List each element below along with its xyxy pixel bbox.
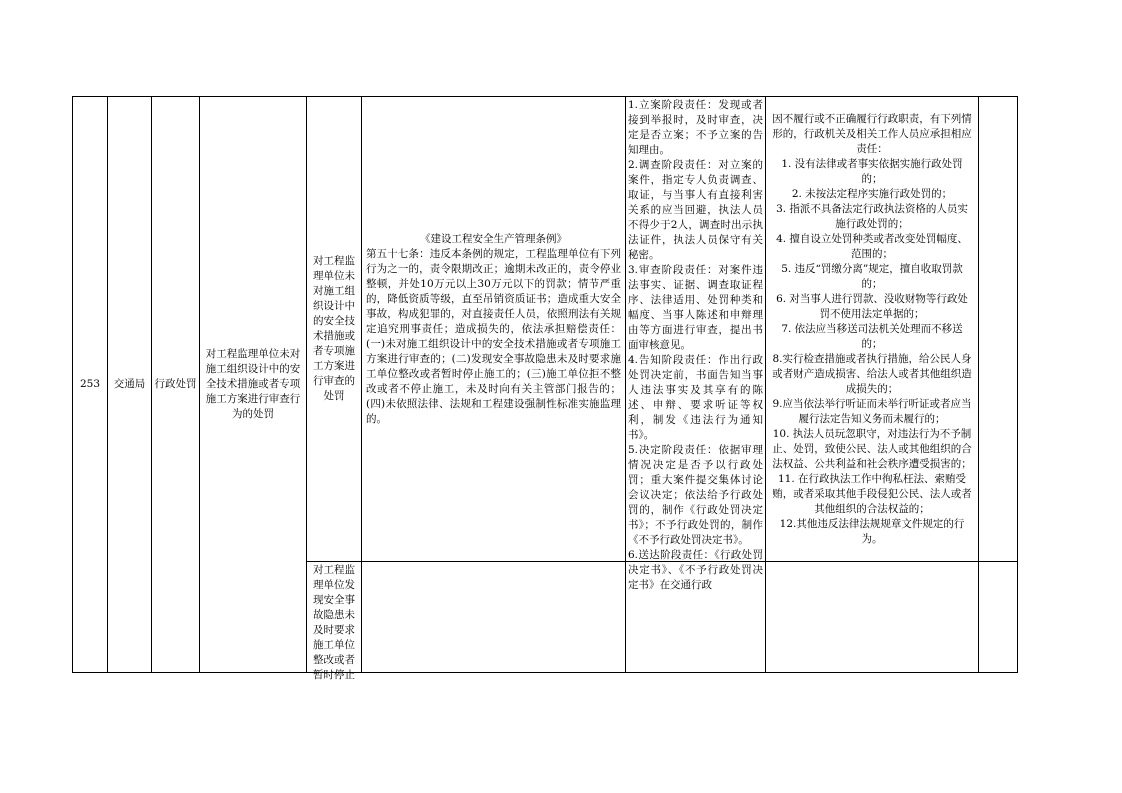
accountability-item: 10. 执法人员玩忽职守，对违法行为不予制止、处罚，致使公民、法人或其他组织的合法权益、公共利益和社会秩序遭受损害的；: [772, 427, 972, 470]
empty-cell: [766, 562, 979, 673]
sub-item-name: [307, 562, 362, 681]
responsibility-item: 2.调查阶段责任：对立案的案件，指定专人负责调查、取证，与当事人有直接利害关系的应当回避，执法人员不得少于2人，调查时出示执法证件，执法人员保守有关秘密。: [628, 159, 763, 261]
accountability-item: 2. 未按法定程序实施行政处罚的；: [791, 187, 953, 200]
responsibility-item: 5.决定阶段责任：依据审理情况决定是否予以行政处罚；重大案件提交集体讨论会议决定；依法给予行政处罚的，制作《行政处罚决定书》；不予行政处罚的，制作《不予行政处罚决定书》。: [628, 444, 763, 546]
legal-basis-text: 第五十七条：违反本条例的规定，工程监理单位有下列行为之一的，责令限期改正；逾期未改正的，责令停业整顿，并处10万元以上30万元以下的罚款；情节严重的，降低资质等级，直至吊销资质证书；造成重大安全事故，构成犯罪的，对直接责任人员，依照刑法有关规定追究刑事责任；造成损失的，依法承担赔偿责任：(一)未对施工组织设计中的安全技术措施或者专项施工方案进行审查的；(二)发现安全事故隐患未及时要求施工单位整改或者暂时停止施工的；(三)施工单位拒不整改或者不停止施工，未及时向有关主管部门报告的；(四)未依照法律、法规和工程建设强制性标准实施监理的。: [366, 247, 621, 425]
accountability-intro: 因不履行或不正确履行行政职责，有下列情形的，行政机关及相关工作人员应承担相应责任：: [772, 112, 972, 155]
accountability-item: 9.应当依法举行听证而未举行听证或者应当履行法定告知义务而未履行的；: [772, 397, 972, 425]
sub-item-2-text: 对工程监理单位发现安全事故隐患未及时要求施工单位整改或者暂时停止: [313, 564, 355, 681]
empty-cell: [362, 562, 626, 673]
row-number: 253: [73, 97, 108, 673]
accountability-item: 12.其他违反法律法规规章文件规定的行为。: [779, 517, 965, 545]
empty-cell: [979, 562, 1018, 673]
responsibility-item: 3.审查阶段责任：对案件违法事实、证据、调查取证程序、法律适用、处罚种类和幅度、当事人陈述和申辩理由等方面进行审查，提出书面审核意见。: [628, 264, 763, 351]
power-category: 行政处罚: [152, 97, 200, 673]
responsibility-list: [626, 97, 766, 591]
accountability-item: 4. 擅自设立处罚种类或者改变处罚幅度、范围的；: [776, 232, 968, 260]
remarks-cell: [979, 97, 1018, 562]
responsibility-item: 4.告知阶段责任：作出行政处罚决定前，书面告知当事人违法事实及其享有的陈述、申辩、要求听证等权利，制发《违法行为通知书》。: [628, 354, 763, 441]
accountability-item: 11. 在行政执法工作中徇私枉法、索贿受贿，或者采取其他手段侵犯公民、法人或者其他组织的合法权益的；: [772, 472, 972, 515]
accountability-item: 6. 对当事人进行罚款、没收财物等行政处罚不使用法定单据的；: [776, 292, 968, 320]
responsibility-item: 1.立案阶段责任：发现或者接到举报时，及时审查，决定是否立案；不予立案的告知理由。: [628, 99, 763, 156]
item-name: 对工程监理单位未对施工组织设计中的安全技术措施或者专项施工方案进行审查行为的处罚: [200, 97, 307, 673]
accountability-list: [766, 97, 979, 562]
legal-basis: [362, 97, 626, 562]
accountability-item: 1. 没有法律或者事实依据实施行政处罚的；: [781, 157, 963, 185]
responsibility-item: 6.送达阶段责任：《行政处罚决定书》、《不予行政处罚决定书》在交通行政: [628, 549, 763, 591]
accountability-item: 5. 违反“罚缴分离”规定，擅自收取罚款的；: [781, 262, 963, 290]
accountability-item: 7. 依法应当移送司法机关处理而不移送的；: [781, 322, 963, 350]
accountability-item: 3. 指派不具备法定行政执法资格的人员实施行政处罚的；: [776, 202, 968, 230]
accountability-item: 8.实行检查措施或者执行措施，给公民人身或者财产造成损害、给法人或者其他组织造成损失的；: [772, 352, 972, 395]
power-list-table: [72, 96, 1018, 681]
sub-item-name: 对工程监理单位未对施工组织设计中的安全技术措施或者专项施工方案进行审查的处罚: [307, 97, 362, 562]
legal-basis-title: 《建设工程安全生产管理条例》: [420, 232, 567, 245]
department: 交通局: [108, 97, 152, 673]
